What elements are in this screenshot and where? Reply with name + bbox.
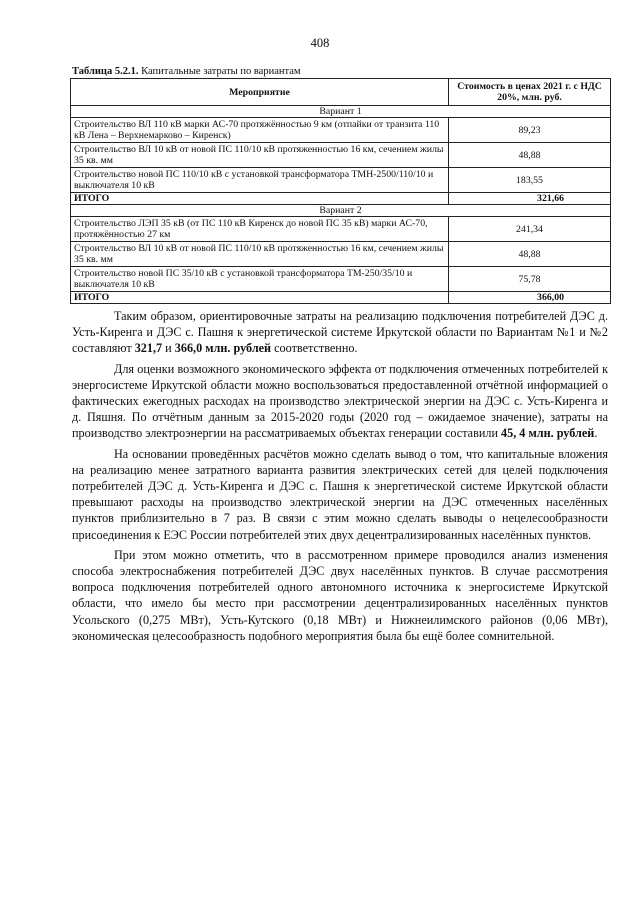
header-cost: Стоимость в ценах 2021 г. с НДС 20%, млн. руб.	[449, 79, 611, 106]
table-row	[71, 267, 611, 292]
total-value: 366,00	[449, 292, 611, 304]
variant-2-label: Вариант 2	[71, 205, 611, 217]
table-row	[71, 168, 611, 193]
table-caption-number: Таблица 5.2.1.	[72, 66, 139, 77]
paragraph-1-text-c: соответственно.	[271, 341, 358, 356]
variant-2-total-row	[71, 292, 611, 304]
paragraph-1-text-a: Таким образом, ориентировочные затраты на реализацию подключения потребителей ДЭС д. Усть-Киренга и ДЭС с. Пашня к энергетической системе Иркутской области по Вариантам №1 и №2 составляют	[72, 309, 608, 356]
header-measure: Мероприятие	[71, 79, 449, 106]
total-value: 321,66	[449, 193, 611, 205]
row-value: 89,23	[449, 118, 611, 143]
variant-1-total-row	[71, 193, 611, 205]
row-value: 183,55	[449, 168, 611, 193]
paragraph-1	[72, 308, 608, 357]
table-row	[71, 242, 611, 267]
paragraph-2-text-a: Для оценки возможного экономического эффекта от подключения отмеченных потребителей к энергосистеме Иркутской области можно воспользоваться предоставленной отчётной информацией о фактических ежегодных расходах на производство электрической энергии на ДЭС с. Усть-Киренга и д. Пяшня. По отчётным данным за 2015-2020 годы (2020 год – ожидаемое значение), затраты на производство электроэнергии на рассматриваемых объектах генерации составили	[72, 361, 608, 441]
row-description: Строительство ВЛ 10 кВ от новой ПС 110/10 кВ протяженностью 16 км, сечением жилы 35 кв. мм	[71, 242, 449, 267]
total-label: ИТОГО	[71, 292, 449, 304]
total-variant-2-amount: 366,0 млн. рублей	[174, 341, 272, 356]
capital-costs-table	[70, 78, 611, 304]
paragraph-3: На основании проведённых расчётов можно сделать вывод о том, что капитальные вложения на реализацию менее затратного варианта развития электрических сетей для целей подключения потребителей ДЭС д. Усть-Киренга и ДЭС с. Пашня к энергетической системе Иркутской области превышают расходы на производство электрической энергии на ДЭС отмеченных населённых пунктов приблизительно в 7 раз. В связи с этим можно сделать выводы о нецелесообразности присоединения к ЕЭС России потребителей этих двух децентрализированных населённых пунктов.	[72, 446, 608, 542]
row-description: Строительство ВЛ 10 кВ от новой ПС 110/10 кВ протяженностью 16 км, сечением жилы 35 кв. мм	[71, 143, 449, 168]
row-value: 75,78	[449, 267, 611, 292]
variant-1-label: Вариант 1	[71, 106, 611, 118]
variant-1-row	[71, 106, 611, 118]
table-header-row	[71, 79, 611, 106]
paragraph-1-text-b: и	[162, 341, 175, 356]
paragraph-2	[72, 361, 608, 442]
row-value: 48,88	[449, 242, 611, 267]
row-description: Строительство ЛЭП 35 кВ (от ПС 110 кВ Киренск до новой ПС 35 кВ) марки АС-70, протяжённостью 27 км	[71, 217, 449, 242]
row-description: Строительство новой ПС 110/10 кВ с установкой трансформатора ТМН-2500/110/10 и выключателя 10 кВ	[71, 168, 449, 193]
row-value: 241,34	[449, 217, 611, 242]
page-number: 408	[310, 36, 330, 50]
table-caption-text: Капитальные затраты по вариантам	[138, 66, 301, 77]
row-description: Строительство ВЛ 110 кВ марки АС-70 протяжённостью 9 км (отпайки от транзита 110 кВ Лена – Верхнемарково – Киренск)	[71, 118, 449, 143]
row-value: 48,88	[449, 143, 611, 168]
total-variant-1-amount: 321,7	[134, 341, 163, 356]
table-row	[71, 118, 611, 143]
table-caption	[72, 66, 592, 78]
table-row	[71, 217, 611, 242]
row-description: Строительство новой ПС 35/10 кВ с установкой трансформатора ТМ-250/35/10 и выключателя 10 кВ	[71, 267, 449, 292]
table-row	[71, 143, 611, 168]
total-label: ИТОГО	[71, 193, 449, 205]
variant-2-row	[71, 205, 611, 217]
body-text	[72, 308, 608, 648]
paragraph-2-text-b: .	[594, 426, 598, 441]
paragraph-4: При этом можно отметить, что в рассмотренном примере проводился анализ изменения способа электроснабжения потребителей ДЭС двух населённых пунктов. В случае рассмотрения вопроса подключения потребителей одного автономного источника к энергосистеме Иркутской области, что имело бы место при рассмотрении децентрализированных населённых пунктов Усольского (0,275 МВт), Усть-Кутского (0,18 МВт) и Нижнеилимского районов (0,06 МВт), экономическая целесообразность подобного мероприятия была бы ещё более сомнительной.	[72, 547, 608, 643]
generation-cost-amount: 45, 4 млн. рублей	[501, 426, 595, 441]
